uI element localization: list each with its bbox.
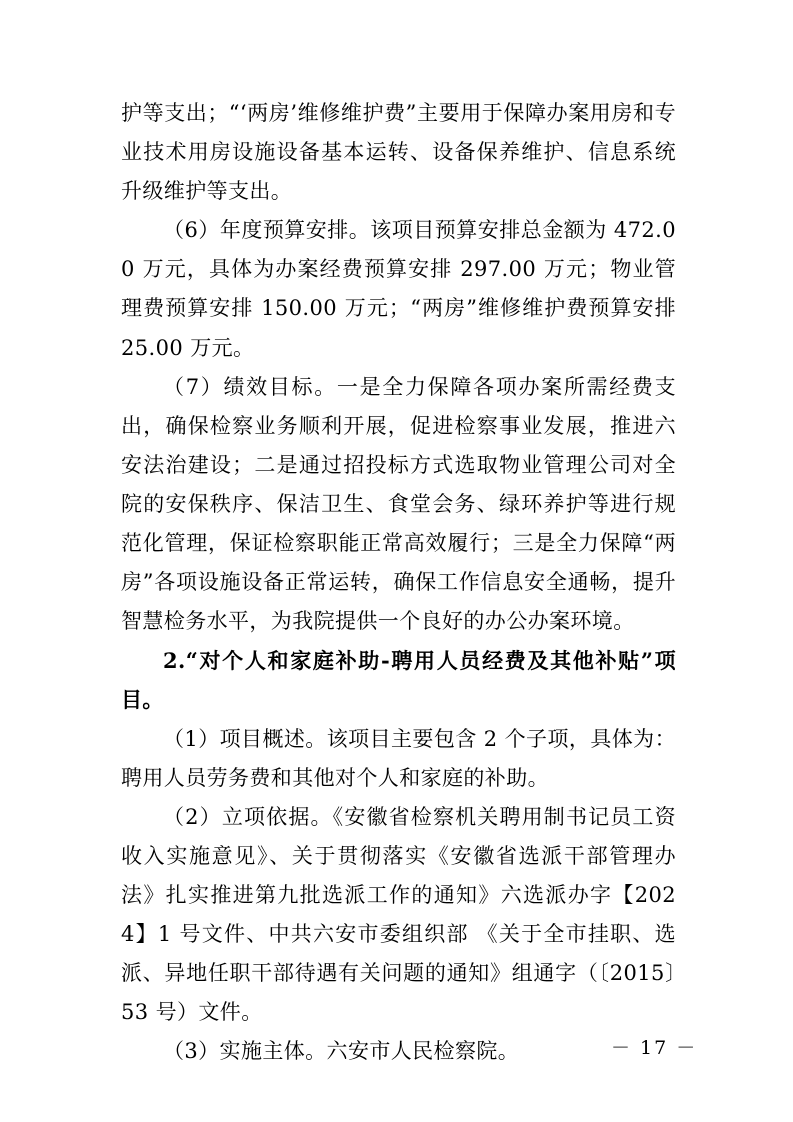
page-number: － 17 － xyxy=(611,1037,698,1059)
paragraph-budget-arrangement: （6）年度预算安排。该项目预算安排总金额为 472.00 万元，具体为办案经费预算安排 297.00 万元；物业管理费预算安排 150.00 万元；“两房”维修维护费预算安排 25.00 万元。 xyxy=(121,218,676,360)
paragraph-implementing-body: （3）实施主体。六安市人民检察院。 xyxy=(163,1039,520,1064)
paragraph-project-overview: （1）项目概述。该项目主要包含 2 个子项，具体为：聘用人员劳务费和其他对个人和家庭的补助。 xyxy=(121,726,676,790)
section-heading-project-2: 2.“对个人和家庭补助-聘用人员经费及其他补贴”项目。 xyxy=(121,648,676,713)
paragraph-expense-description: 护等支出；“‘两房’维修维护费”主要用于保障办案用房和专业技术用房设施设备基本运转、设备保养维护、信息系统升级维护等支出。 xyxy=(121,101,676,204)
paragraph-project-basis: （2）立项依据。《安徽省检察机关聘用制书记员工资收入实施意见》、关于贯彻落实《安徽省选派干部管理办法》扎实推进第九批选派工作的通知》六选派办字【2024】1 号文件、中共六安市委组织部 《关于全市挂职、选派、异地任职干部待遇有关问题的通知》组通字（〔2015〕53 号）文件。 xyxy=(121,804,676,1025)
paragraph-performance-goals: （7）绩效目标。一是全力保障各项办案所需经费支出，确保检察业务顺利开展，促进检察事业发展，推进六安法治建设；二是通过招投标方式选取物业管理公司对全院的安保秩序、保洁卫生、食堂会务、绿环养护等进行规范化管理，保证检察职能正常高效履行；三是全力保障“两房”各项设施设备正常运转，确保工作信息安全通畅，提升智慧检务水平，为我院提供一个良好的办公办案环境。 xyxy=(121,374,676,634)
body-text xyxy=(121,94,676,1071)
